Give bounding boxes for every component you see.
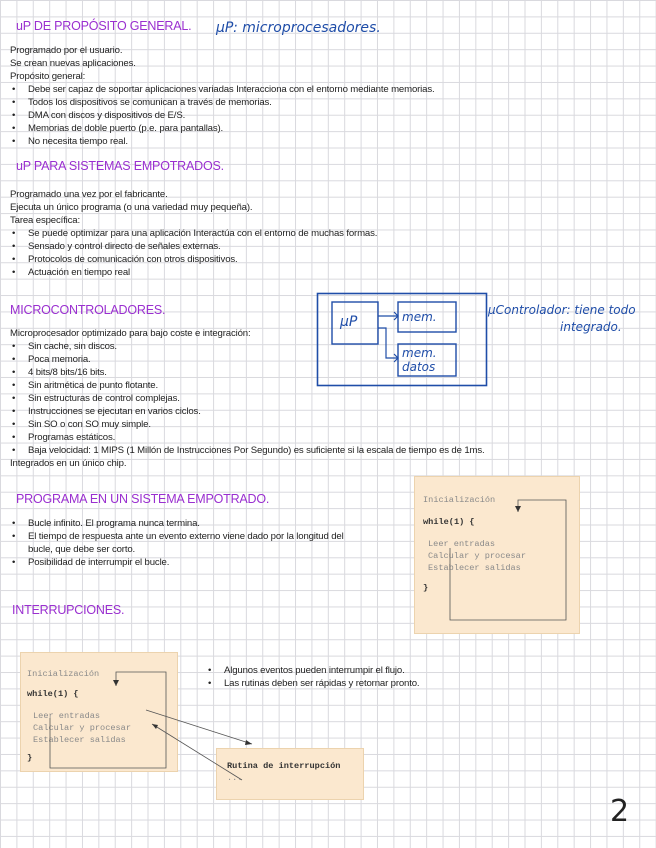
isr-title: Rutina de interrupción: [227, 761, 341, 771]
code-line: Establecer salidas: [33, 735, 126, 745]
diagram-label-up: µP: [340, 314, 358, 330]
text-line: Ejecuta un único programa (o una variedad muy pequeña).: [10, 202, 253, 213]
loop-arrow-path: [50, 672, 166, 768]
code-line: Leer entradas: [33, 711, 101, 721]
list-item: • Sensado y control directo de señales externas.: [10, 240, 610, 253]
page-number: 2: [610, 794, 630, 829]
code-line: Calcular y procesar: [33, 723, 131, 733]
diagram-label-mem-datos-2: datos: [402, 360, 436, 374]
section-body-embedded-program: [10, 517, 360, 569]
list-item: • El tiempo de respuesta ante un evento externo viene dado por la longitud del bucle, que debe ser corto.: [10, 530, 360, 556]
code-close: }: [27, 753, 33, 763]
text-line: Integrados en un único chip.: [10, 458, 127, 469]
section-body-interrupts: [206, 664, 536, 690]
handwritten-note-microprocessors: µP: microprocesadores.: [216, 20, 381, 36]
text-line: Se crean nuevas aplicaciones.: [10, 58, 136, 69]
text-line: Programado una vez por el fabricante.: [10, 189, 168, 200]
handwritten-note-integrated: integrado.: [560, 320, 622, 334]
bullet-list: [10, 83, 610, 148]
list-item: • Sin aritmética de punto flotante.: [10, 379, 540, 392]
loop-arrow: [414, 476, 578, 632]
code-line: Calcular y procesar: [428, 551, 526, 561]
list-item: • Debe ser capaz de soportar aplicaciones variadas Interacciona con el entorno mediante memorias.: [10, 83, 610, 96]
bullet-list: [206, 664, 536, 690]
list-item: • 4 bits/8 bits/16 bits.: [10, 366, 540, 379]
list-item: • Sin estructuras de control complejas.: [10, 392, 540, 405]
code-line: Leer entradas: [428, 539, 496, 549]
text-line: Programado por el usuario.: [10, 45, 123, 56]
connector-lines: [378, 312, 398, 362]
list-item: • DMA con discos y dispositivos de E/S.: [10, 109, 610, 122]
section-body-embedded: [10, 188, 610, 279]
list-item: • Todos los dispositivos se comunican a través de memorias.: [10, 96, 610, 109]
bullet-list: [10, 227, 610, 279]
list-item: • Algunos eventos pueden interrumpir el flujo.: [206, 664, 536, 677]
section-title-embedded: uP PARA SISTEMAS EMPOTRADOS.: [16, 159, 224, 173]
isr-dots: ...: [227, 773, 243, 783]
list-item: • Bucle infinito. El programa nunca termina.: [10, 517, 360, 530]
section-title-embedded-program: PROGRAMA EN UN SISTEMA EMPOTRADO.: [16, 492, 270, 506]
list-item: • Poca memoria.: [10, 353, 540, 366]
list-item: • Sin cache, sin discos.: [10, 340, 540, 353]
code-while: while(1) {: [423, 517, 475, 527]
interrupt-call-arrow: [146, 710, 252, 744]
diagram-label-mem: mem.: [402, 310, 437, 324]
interrupt-call-arrowhead: [245, 740, 252, 745]
list-item: • Las rutinas deben ser rápidas y retornar pronto.: [206, 677, 536, 690]
text-line: Microprocesador optimizado para bajo coste e integración:: [10, 328, 251, 339]
section-title-interrupts: INTERRUPCIONES.: [12, 603, 125, 617]
code-while: while(1) {: [27, 689, 79, 699]
list-item: • Protocolos de comunicación con otros dispositivos.: [10, 253, 610, 266]
loop-arrowhead: [113, 680, 119, 686]
code-line: Establecer salidas: [428, 563, 521, 573]
interrupt-return-arrowhead: [152, 724, 158, 729]
section-title-general-purpose: uP DE PROPÓSITO GENERAL.: [16, 19, 192, 33]
list-item: • Memorias de doble puerto (p.e. para pantallas).: [10, 122, 610, 135]
bullet-list: [10, 517, 360, 569]
text-line: Tarea específica:: [10, 215, 80, 226]
loop-arrowhead: [515, 506, 521, 512]
diagram-label-mem-datos-1: mem.: [402, 346, 437, 360]
loop-arrow-path: [450, 500, 566, 620]
code-init: Inicialización: [27, 669, 100, 679]
code-init: Inicialización: [423, 495, 496, 505]
list-item: • No necesita tiempo real.: [10, 135, 610, 148]
text-line: Propósito general:: [10, 71, 86, 82]
list-item: • Posibilidad de interrumpir el bucle.: [10, 556, 360, 569]
list-item: • Se puede optimizar para una aplicación Interactúa con el entorno de muchas formas.: [10, 227, 610, 240]
list-item: • Baja velocidad: 1 MIPS (1 Millón de Instrucciones Por Segundo) es suficiente si la escala de tiempo es de 1ms.: [10, 444, 540, 457]
handwritten-note-microcontroller: µControlador: tiene todo: [488, 303, 636, 317]
code-close: }: [423, 583, 429, 593]
section-body-general-purpose: [10, 44, 610, 148]
list-item: • Programas estáticos.: [10, 431, 540, 444]
list-item: • Actuación en tiempo real: [10, 266, 610, 279]
interrupt-return-arrow: [152, 724, 242, 780]
list-item: • Sin SO o con SO muy simple.: [10, 418, 540, 431]
list-item: • Instrucciones se ejecutan en varios ciclos.: [10, 405, 540, 418]
section-title-microcontrollers: MICROCONTROLADORES.: [10, 303, 166, 317]
